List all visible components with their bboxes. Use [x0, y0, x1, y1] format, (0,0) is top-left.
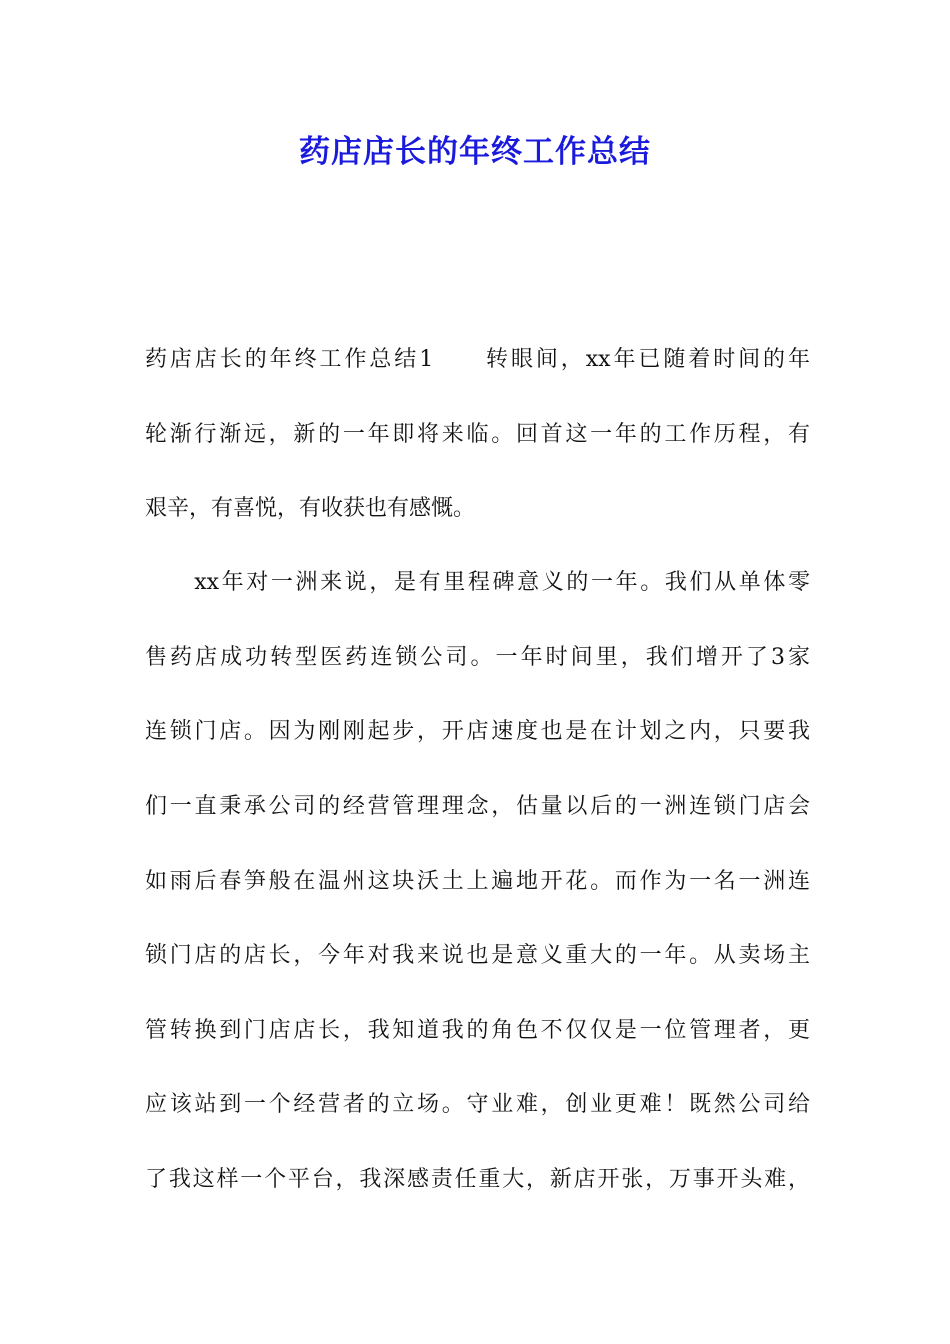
body-line-12: 了我这样一个平台，我深感责任重大，新店开张，万事开头难， — [145, 1167, 810, 1192]
body-line-3: 艰辛，有喜悦，有收获也有感慨。 — [145, 496, 476, 521]
body-line-11: 应该站到一个经营者的立场。守业难，创业更难！既然公司给 — [145, 1092, 810, 1117]
body-line-7: 们一直秉承公司的经营管理理念，估量以后的一洲连锁门店会 — [145, 794, 810, 819]
document-title: 药店店长的年终工作总结 — [299, 134, 651, 170]
body-line-8: 如雨后春笋般在温州这块沃土上遍地开花。而作为一名一洲连 — [145, 869, 810, 894]
body-line-6: 连锁门店。因为刚刚起步，开店速度也是在计划之内，只要我 — [145, 719, 810, 744]
body-line-10: 管转换到门店店长，我知道我的角色不仅仅是一位管理者，更 — [145, 1018, 810, 1043]
body-line-9: 锁门店的店长，今年对我来说也是意义重大的一年。从卖场主 — [145, 943, 810, 968]
body-line-4: xx年对一洲来说，是有里程碑意义的一年。我们从单体零 — [145, 570, 810, 595]
body-line-2: 轮渐行渐远，新的一年即将来临。回首这一年的工作历程，有 — [145, 422, 810, 447]
body-line-5: 售药店成功转型医药连锁公司。一年时间里，我们增开了3家 — [145, 645, 810, 670]
body-line-1: 药店店长的年终工作总结1 转眼间，xx年已随着时间的年 — [145, 347, 810, 372]
